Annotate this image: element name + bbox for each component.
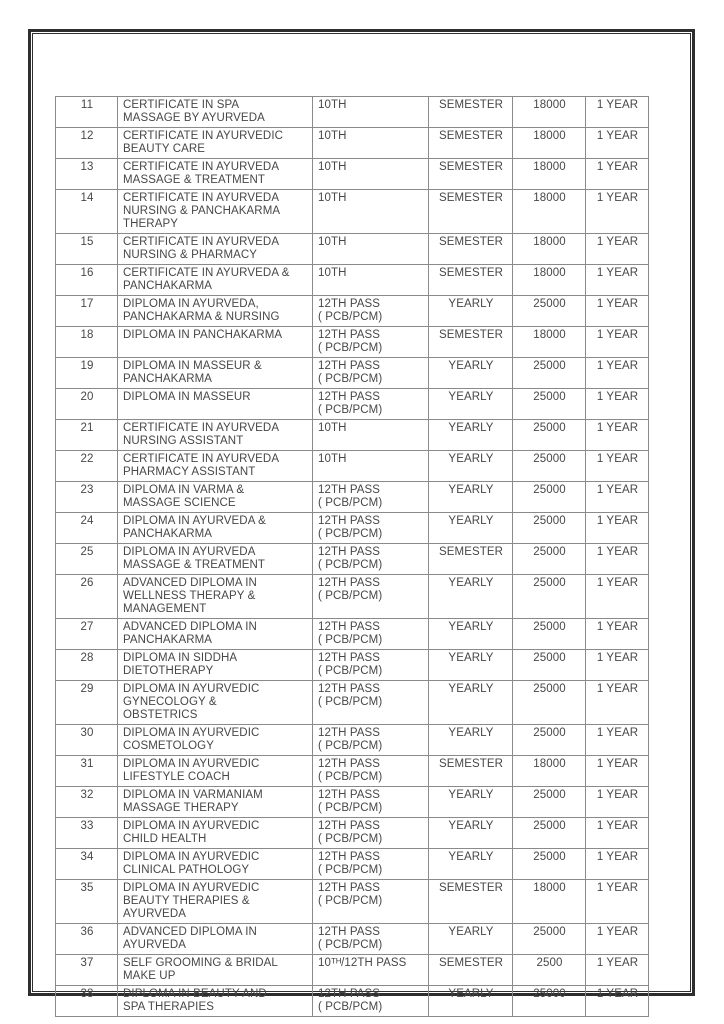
course-serial-number: 21: [56, 420, 118, 451]
course-eligibility: 12TH PASS ( PCB/PCM): [313, 924, 429, 955]
course-eligibility: 10TH: [313, 190, 429, 234]
course-serial-number: 38: [56, 986, 118, 1017]
course-eligibility: 12TH PASS ( PCB/PCM): [313, 575, 429, 619]
course-name: CERTIFICATE IN AYURVEDA NURSING ASSISTANT: [118, 420, 313, 451]
course-name: DIPLOMA IN VARMA & MASSAGE SCIENCE: [118, 482, 313, 513]
course-duration: 1 YEAR: [586, 650, 649, 681]
course-eligibility: 10TH: [313, 420, 429, 451]
table-row: [56, 451, 649, 482]
course-fee: 25000: [513, 513, 586, 544]
table-row: [56, 787, 649, 818]
course-serial-number: 30: [56, 725, 118, 756]
course-exam-scheme: YEARLY: [429, 575, 513, 619]
course-name: DIPLOMA IN VARMANIAM MASSAGE THERAPY: [118, 787, 313, 818]
course-fee: 25000: [513, 681, 586, 725]
course-duration: 1 YEAR: [586, 986, 649, 1017]
course-eligibility: 10TH: [313, 159, 429, 190]
course-name: DIPLOMA IN AYURVEDIC LIFESTYLE COACH: [118, 756, 313, 787]
course-duration: 1 YEAR: [586, 296, 649, 327]
course-exam-scheme: SEMESTER: [429, 159, 513, 190]
course-fee: 18000: [513, 756, 586, 787]
course-eligibility: 12TH PASS ( PCB/PCM): [313, 681, 429, 725]
course-name: CERTIFICATE IN SPA MASSAGE BY AYURVEDA: [118, 97, 313, 128]
course-eligibility: 12TH PASS ( PCB/PCM): [313, 513, 429, 544]
course-exam-scheme: YEARLY: [429, 482, 513, 513]
course-fee: 25000: [513, 725, 586, 756]
table-row: [56, 358, 649, 389]
course-serial-number: 13: [56, 159, 118, 190]
course-name: DIPLOMA IN AYURVEDIC COSMETOLOGY: [118, 725, 313, 756]
table-row: [56, 880, 649, 924]
table-row: [56, 265, 649, 296]
course-fee: 25000: [513, 358, 586, 389]
course-duration: 1 YEAR: [586, 190, 649, 234]
course-eligibility: 12TH PASS ( PCB/PCM): [313, 296, 429, 327]
course-exam-scheme: YEARLY: [429, 725, 513, 756]
course-eligibility: 10TH: [313, 265, 429, 296]
course-exam-scheme: SEMESTER: [429, 128, 513, 159]
course-name: CERTIFICATE IN AYURVEDA NURSING & PHARMACY: [118, 234, 313, 265]
course-eligibility: 12TH PASS ( PCB/PCM): [313, 986, 429, 1017]
course-fee: 25000: [513, 544, 586, 575]
course-duration: 1 YEAR: [586, 849, 649, 880]
course-fee: 25000: [513, 575, 586, 619]
table-row: [56, 544, 649, 575]
course-exam-scheme: YEARLY: [429, 787, 513, 818]
course-serial-number: 26: [56, 575, 118, 619]
table-row: [56, 650, 649, 681]
table-row: [56, 818, 649, 849]
course-exam-scheme: YEARLY: [429, 389, 513, 420]
course-exam-scheme: YEARLY: [429, 849, 513, 880]
course-eligibility: 12TH PASS ( PCB/PCM): [313, 650, 429, 681]
course-serial-number: 25: [56, 544, 118, 575]
course-fee: 25000: [513, 650, 586, 681]
table-row: [56, 190, 649, 234]
course-eligibility: 10ᵀᴴ/12TH PASS: [313, 955, 429, 986]
course-name: CERTIFICATE IN AYURVEDA & PANCHAKARMA: [118, 265, 313, 296]
course-fee: 25000: [513, 451, 586, 482]
table-row: [56, 849, 649, 880]
course-duration: 1 YEAR: [586, 955, 649, 986]
table-row: [56, 756, 649, 787]
course-serial-number: 12: [56, 128, 118, 159]
course-eligibility: 12TH PASS ( PCB/PCM): [313, 389, 429, 420]
course-eligibility: 12TH PASS ( PCB/PCM): [313, 725, 429, 756]
course-eligibility: 10TH: [313, 234, 429, 265]
course-eligibility: 12TH PASS ( PCB/PCM): [313, 787, 429, 818]
courses-table-body: [56, 97, 649, 1017]
course-name: DIPLOMA IN AYURVEDIC CLINICAL PATHOLOGY: [118, 849, 313, 880]
table-row: [56, 924, 649, 955]
course-name: CERTIFICATE IN AYURVEDA NURSING & PANCHAKARMA THERAPY: [118, 190, 313, 234]
course-fee: 25000: [513, 849, 586, 880]
table-row: [56, 513, 649, 544]
course-name: DIPLOMA IN PANCHAKARMA: [118, 327, 313, 358]
course-duration: 1 YEAR: [586, 619, 649, 650]
course-exam-scheme: SEMESTER: [429, 234, 513, 265]
course-fee: 25000: [513, 420, 586, 451]
course-serial-number: 29: [56, 681, 118, 725]
course-duration: 1 YEAR: [586, 128, 649, 159]
course-duration: 1 YEAR: [586, 234, 649, 265]
course-eligibility: 12TH PASS ( PCB/PCM): [313, 818, 429, 849]
course-name: DIPLOMA IN AYURVEDIC CHILD HEALTH: [118, 818, 313, 849]
courses-fee-table: [55, 96, 649, 1017]
table-row: [56, 234, 649, 265]
course-name: DIPLOMA IN AYURVEDA & PANCHAKARMA: [118, 513, 313, 544]
course-fee: 25000: [513, 924, 586, 955]
course-eligibility: 10TH: [313, 451, 429, 482]
course-fee: 2500: [513, 955, 586, 986]
course-serial-number: 37: [56, 955, 118, 986]
course-serial-number: 19: [56, 358, 118, 389]
course-duration: 1 YEAR: [586, 725, 649, 756]
course-duration: 1 YEAR: [586, 756, 649, 787]
course-serial-number: 14: [56, 190, 118, 234]
course-duration: 1 YEAR: [586, 327, 649, 358]
course-exam-scheme: YEARLY: [429, 358, 513, 389]
table-row: [56, 619, 649, 650]
course-duration: 1 YEAR: [586, 880, 649, 924]
course-fee: 25000: [513, 787, 586, 818]
course-eligibility: 10TH: [313, 97, 429, 128]
table-row: [56, 159, 649, 190]
course-name: DIPLOMA IN AYURVEDA, PANCHAKARMA & NURSING: [118, 296, 313, 327]
course-name: ADVANCED DIPLOMA IN AYURVEDA: [118, 924, 313, 955]
course-exam-scheme: SEMESTER: [429, 544, 513, 575]
course-duration: 1 YEAR: [586, 575, 649, 619]
course-name: CERTIFICATE IN AYURVEDIC BEAUTY CARE: [118, 128, 313, 159]
course-duration: 1 YEAR: [586, 482, 649, 513]
course-duration: 1 YEAR: [586, 265, 649, 296]
course-exam-scheme: SEMESTER: [429, 756, 513, 787]
course-duration: 1 YEAR: [586, 818, 649, 849]
course-name: CERTIFICATE IN AYURVEDA MASSAGE & TREATMENT: [118, 159, 313, 190]
course-exam-scheme: YEARLY: [429, 420, 513, 451]
course-serial-number: 34: [56, 849, 118, 880]
course-name: DIPLOMA IN MASSEUR & PANCHAKARMA: [118, 358, 313, 389]
course-serial-number: 36: [56, 924, 118, 955]
course-name: SELF GROOMING & BRIDAL MAKE UP: [118, 955, 313, 986]
course-exam-scheme: YEARLY: [429, 650, 513, 681]
course-serial-number: 11: [56, 97, 118, 128]
course-exam-scheme: YEARLY: [429, 296, 513, 327]
course-fee: 25000: [513, 619, 586, 650]
table-row: [56, 681, 649, 725]
course-duration: 1 YEAR: [586, 513, 649, 544]
course-serial-number: 28: [56, 650, 118, 681]
course-serial-number: 17: [56, 296, 118, 327]
course-fee: 25000: [513, 986, 586, 1017]
table-row: [56, 296, 649, 327]
course-duration: 1 YEAR: [586, 358, 649, 389]
course-duration: 1 YEAR: [586, 787, 649, 818]
course-name: DIPLOMA IN SIDDHA DIETOTHERAPY: [118, 650, 313, 681]
course-serial-number: 33: [56, 818, 118, 849]
course-name: DIPLOMA IN AYURVEDIC BEAUTY THERAPIES & AYURVEDA: [118, 880, 313, 924]
course-duration: 1 YEAR: [586, 420, 649, 451]
course-duration: 1 YEAR: [586, 924, 649, 955]
course-name: CERTIFICATE IN AYURVEDA PHARMACY ASSISTANT: [118, 451, 313, 482]
course-fee: 25000: [513, 818, 586, 849]
course-serial-number: 16: [56, 265, 118, 296]
course-exam-scheme: SEMESTER: [429, 880, 513, 924]
course-duration: 1 YEAR: [586, 159, 649, 190]
table-row: [56, 389, 649, 420]
course-serial-number: 18: [56, 327, 118, 358]
course-name: DIPLOMA IN AYURVEDA MASSAGE & TREATMENT: [118, 544, 313, 575]
table-row: [56, 128, 649, 159]
course-eligibility: 12TH PASS ( PCB/PCM): [313, 482, 429, 513]
course-name: ADVANCED DIPLOMA IN WELLNESS THERAPY & MANAGEMENT: [118, 575, 313, 619]
table-row: [56, 955, 649, 986]
table-row: [56, 986, 649, 1017]
course-fee: 18000: [513, 234, 586, 265]
course-eligibility: 12TH PASS ( PCB/PCM): [313, 619, 429, 650]
course-exam-scheme: SEMESTER: [429, 190, 513, 234]
course-duration: 1 YEAR: [586, 544, 649, 575]
course-fee: 18000: [513, 327, 586, 358]
course-exam-scheme: SEMESTER: [429, 955, 513, 986]
table-row: [56, 575, 649, 619]
course-serial-number: 31: [56, 756, 118, 787]
table-row: [56, 97, 649, 128]
course-exam-scheme: YEARLY: [429, 619, 513, 650]
course-fee: 18000: [513, 97, 586, 128]
course-serial-number: 22: [56, 451, 118, 482]
course-exam-scheme: YEARLY: [429, 451, 513, 482]
course-name: DIPLOMA IN MASSEUR: [118, 389, 313, 420]
course-serial-number: 27: [56, 619, 118, 650]
course-exam-scheme: YEARLY: [429, 513, 513, 544]
course-serial-number: 24: [56, 513, 118, 544]
course-eligibility: 12TH PASS ( PCB/PCM): [313, 358, 429, 389]
course-eligibility: 12TH PASS ( PCB/PCM): [313, 756, 429, 787]
course-exam-scheme: SEMESTER: [429, 327, 513, 358]
course-fee: 18000: [513, 265, 586, 296]
course-duration: 1 YEAR: [586, 97, 649, 128]
course-serial-number: 15: [56, 234, 118, 265]
course-exam-scheme: YEARLY: [429, 924, 513, 955]
course-serial-number: 35: [56, 880, 118, 924]
course-name: ADVANCED DIPLOMA IN PANCHAKARMA: [118, 619, 313, 650]
course-eligibility: 10TH: [313, 128, 429, 159]
course-fee: 25000: [513, 482, 586, 513]
course-exam-scheme: SEMESTER: [429, 265, 513, 296]
course-eligibility: 12TH PASS ( PCB/PCM): [313, 880, 429, 924]
course-fee: 18000: [513, 880, 586, 924]
course-name: DIPLOMA IN AYURVEDIC GYNECOLOGY & OBSTETRICS: [118, 681, 313, 725]
course-eligibility: 12TH PASS ( PCB/PCM): [313, 327, 429, 358]
table-row: [56, 327, 649, 358]
course-name: DIPLOMA IN BEAUTY AND SPA THERAPIES: [118, 986, 313, 1017]
course-serial-number: 23: [56, 482, 118, 513]
course-eligibility: 12TH PASS ( PCB/PCM): [313, 849, 429, 880]
course-duration: 1 YEAR: [586, 389, 649, 420]
course-eligibility: 12TH PASS ( PCB/PCM): [313, 544, 429, 575]
table-row: [56, 482, 649, 513]
course-exam-scheme: SEMESTER: [429, 97, 513, 128]
table-row: [56, 725, 649, 756]
course-fee: 18000: [513, 190, 586, 234]
course-duration: 1 YEAR: [586, 681, 649, 725]
course-exam-scheme: YEARLY: [429, 681, 513, 725]
course-fee: 18000: [513, 128, 586, 159]
course-fee: 25000: [513, 296, 586, 327]
course-fee: 18000: [513, 159, 586, 190]
course-duration: 1 YEAR: [586, 451, 649, 482]
table-row: [56, 420, 649, 451]
course-serial-number: 32: [56, 787, 118, 818]
course-exam-scheme: YEARLY: [429, 986, 513, 1017]
course-serial-number: 20: [56, 389, 118, 420]
course-fee: 25000: [513, 389, 586, 420]
course-exam-scheme: YEARLY: [429, 818, 513, 849]
